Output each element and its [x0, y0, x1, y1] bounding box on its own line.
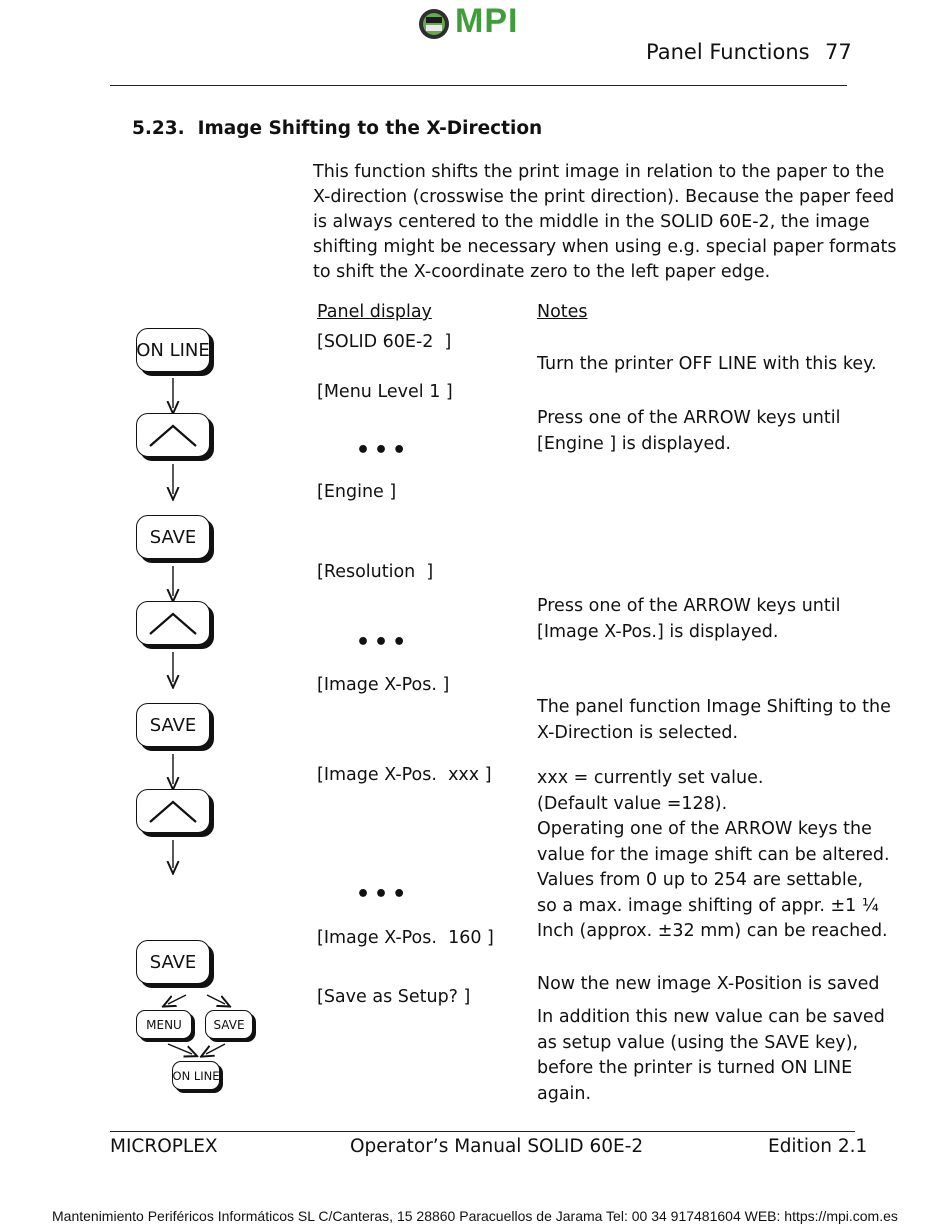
note-line: [Engine ] is displayed.	[537, 433, 731, 454]
footer-company: MICROPLEX	[110, 1136, 218, 1157]
online-key-small[interactable]: ON LINE	[172, 1061, 220, 1090]
panel-display-menu-level: [Menu Level 1 ]	[317, 382, 453, 402]
up-arrow-key[interactable]	[136, 601, 210, 645]
note-line: X-Direction is selected.	[537, 722, 739, 743]
footer-edition: Edition 2.1	[768, 1136, 868, 1157]
arrow-branch-right	[207, 995, 225, 1004]
note-line: so a max. image shifting of appr. ±1 ¼	[537, 895, 879, 916]
menu-key[interactable]: MENU	[136, 1010, 192, 1039]
up-arrow-icon	[147, 608, 199, 638]
intro-line: X-direction (crosswise the print direction). Because the paper feed	[313, 187, 895, 207]
page-header-title: Panel Functions	[646, 40, 810, 64]
intro-line: is always centered to the middle in the SOLID 60E-2, the image	[313, 212, 870, 232]
ellipsis-dots: •••	[356, 882, 411, 907]
notes-heading: Notes	[537, 302, 588, 322]
up-arrow-key[interactable]	[136, 789, 210, 833]
note-line: value for the image shift can be altered.	[537, 844, 890, 865]
note-line: again.	[537, 1083, 592, 1104]
note-line: as setup value (using the SAVE key),	[537, 1032, 859, 1053]
note-line: (Default value =128).	[537, 793, 728, 814]
note-line: Operating one of the ARROW keys the	[537, 819, 872, 839]
panel-display-engine: [Engine ]	[317, 482, 397, 502]
logo-text: MPI	[455, 2, 519, 40]
note-line: Values from 0 up to 254 are settable,	[537, 870, 864, 890]
ellipsis-dots: •••	[356, 630, 411, 655]
ellipsis-dots: •••	[356, 438, 411, 463]
panel-display-image-xpos-xxx: [Image X-Pos. xxx ]	[317, 765, 492, 785]
contact-line: Mantenimiento Periféricos Informáticos SL C/Canteras, 15 28860 Paracuellos de Jarama Tel: 00 34 917481604 WEB: https://mpi.com.es	[52, 1208, 898, 1224]
note-line: [Image X-Pos.] is displayed.	[537, 621, 779, 642]
note-line: Turn the printer OFF LINE with this key.	[537, 354, 877, 374]
up-arrow-key[interactable]	[136, 413, 210, 457]
note-line: Inch (approx. ±32 mm) can be reached.	[537, 921, 888, 941]
panel-display-image-xpos: [Image X-Pos. ]	[317, 675, 450, 695]
intro-line: shifting might be necessary when using e.g. special paper formats	[313, 237, 897, 257]
arrow-merge-left	[168, 1044, 192, 1054]
arrow-merge-right	[206, 1044, 225, 1054]
panel-display-solid: [SOLID 60E-2 ]	[317, 332, 452, 352]
panel-display-resolution: [Resolution ]	[317, 562, 434, 582]
intro-line: This function shifts the print image in relation to the paper to the	[313, 162, 885, 182]
section-title-text: Image Shifting to the X-Direction	[197, 118, 543, 139]
note-line: before the printer is turned ON LINE	[537, 1058, 853, 1078]
online-key[interactable]: ON LINE	[136, 328, 210, 372]
panel-display-save-as-setup: [Save as Setup? ]	[317, 987, 471, 1007]
note-line: In addition this new value can be saved	[537, 1007, 885, 1027]
note-line: Press one of the ARROW keys until	[537, 596, 841, 616]
note-line: Now the new image X-Position is saved	[537, 974, 880, 994]
save-key[interactable]: SAVE	[136, 703, 210, 747]
arrow-branch-left	[168, 995, 186, 1004]
note-line: Press one of the ARROW keys until	[537, 408, 841, 428]
note-line: xxx = currently set value.	[537, 768, 764, 788]
panel-display-image-xpos-160: [Image X-Pos. 160 ]	[317, 928, 494, 948]
intro-line: to shift the X-coordinate zero to the left paper edge.	[313, 262, 771, 282]
page-number: 77	[825, 40, 852, 64]
save-key-small[interactable]: SAVE	[205, 1010, 253, 1039]
save-key[interactable]: SAVE	[136, 515, 210, 559]
section-number: 5.23.	[132, 118, 185, 139]
up-arrow-icon	[147, 796, 199, 826]
note-line: The panel function Image Shifting to the	[537, 697, 891, 717]
footer-manual-title: Operator’s Manual SOLID 60E-2	[350, 1136, 644, 1157]
footer-rule	[110, 1131, 855, 1132]
save-key[interactable]: SAVE	[136, 940, 210, 984]
up-arrow-icon	[147, 420, 199, 450]
panel-display-heading: Panel display	[317, 302, 432, 322]
